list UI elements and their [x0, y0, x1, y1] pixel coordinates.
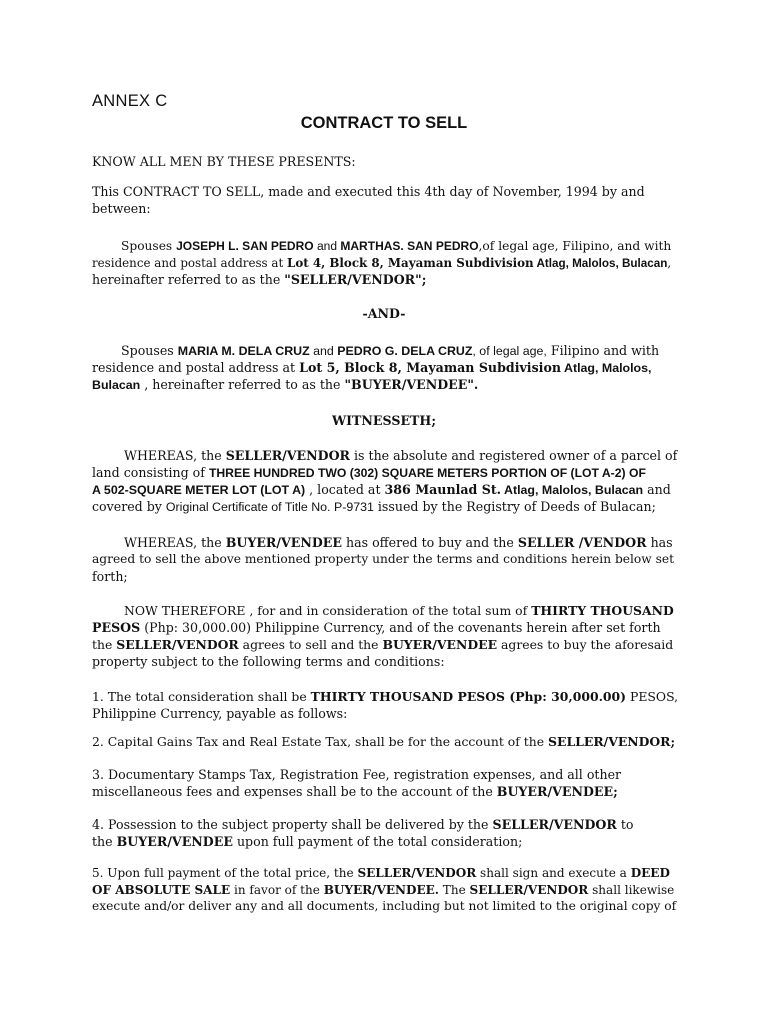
buyer-name-1: MARIA M. DELA CRUZ: [177, 344, 310, 358]
term-5-line-2: OF ABSOLUTE SALE in favor of the BUYER/VENDEE. The SELLER/VENDOR shall likewise: [92, 883, 675, 897]
and-separator: -AND-: [362, 306, 406, 321]
title-number: Original Certificate of Title No. P-9731: [165, 500, 374, 514]
property-description: THREE HUNDRED TWO (302) SQUARE METERS PORTION OF (LOT A-2) OF: [208, 466, 646, 480]
seller-paragraph-line-2: residence and postal address at Lot 4, Block 8, Mayaman Subdivision Atlag, Malolos, Bulacan,: [92, 256, 672, 270]
opening-line: KNOW ALL MEN BY THESE PRESENTS:: [92, 154, 356, 169]
property-street: 386 Maunlad St.: [384, 482, 502, 497]
term-1-line-2: Philippine Currency, payable as follows:: [92, 706, 348, 721]
annex-label: ANNEX C: [92, 92, 168, 110]
now-therefore-line-2: PESOS (Php: 30,000.00) Philippine Currency, and of the covenants herein after set forth: [92, 620, 661, 635]
document-title: CONTRACT TO SELL: [300, 114, 468, 132]
buyer-paragraph-line-3: Bulacan , hereinafter referred to as the "BUYER/VENDEE".: [92, 377, 479, 392]
now-therefore-line-4: property subject to the following terms and conditions:: [92, 654, 445, 669]
buyer-role: "BUYER/VENDEE".: [344, 377, 479, 392]
seller-paragraph-line-1: Spouses JOSEPH L. SAN PEDRO and MARTHAS. SAN PEDRO,of legal age, Filipino, and with: [121, 239, 672, 253]
seller-name-1: JOSEPH L. SAN PEDRO: [176, 239, 314, 253]
now-therefore-line-1: NOW THEREFORE , for and in consideration of the total sum of THIRTY THOUSAND: [124, 603, 674, 618]
buyer-name-2: PEDRO G. DELA CRUZ: [337, 344, 473, 358]
whereas-1-line-2: land consisting of THREE HUNDRED TWO (302) SQUARE METERS PORTION OF (LOT A-2) OF: [92, 465, 646, 480]
term-2-line-1: 2. Capital Gains Tax and Real Estate Tax, shall be for the account of the SELLER/VENDOR;: [92, 734, 676, 749]
term-5-line-3: execute and/or deliver any and all documents, including but not limited to the original copy of: [92, 899, 677, 913]
seller-paragraph-line-3: hereinafter referred to as the "SELLER/VENDOR";: [92, 272, 427, 287]
whereas-2-line-2: agreed to sell the above mentioned property under the terms and conditions herein below set: [92, 552, 675, 566]
term-4-line-2: the BUYER/VENDEE upon full payment of the total consideration;: [92, 834, 523, 849]
intro-line-1: This CONTRACT TO SELL, made and executed this 4th day of November, 1994 by and: [92, 184, 645, 199]
seller-address: Lot 4, Block 8, Mayaman Subdivision: [287, 256, 534, 270]
whereas-2-line-3: forth;: [92, 569, 128, 584]
whereas-1-line-4: covered by Original Certificate of Title No. P-9731 issued by the Registry of Deeds of Bulacan;: [92, 499, 656, 514]
term-3-line-2: miscellaneous fees and expenses shall be to the account of the BUYER/VENDEE;: [92, 784, 618, 799]
buyer-paragraph-line-2: residence and postal address at Lot 5, Block 8, Mayaman Subdivision Atlag, Malolos,: [92, 360, 652, 375]
intro-line-2: between:: [92, 201, 151, 216]
whereas-2-line-1: WHEREAS, the BUYER/VENDEE has offered to buy and the SELLER /VENDOR has: [124, 535, 673, 550]
whereas-1-line-1: WHEREAS, the SELLER/VENDOR is the absolute and registered owner of a parcel of: [124, 448, 678, 463]
witnesseth-heading: WITNESSETH;: [332, 413, 436, 428]
term-4-line-1: 4. Possession to the subject property shall be delivered by the SELLER/VENDOR to: [92, 817, 634, 832]
term-5-line-1: 5. Upon full payment of the total price, the SELLER/VENDOR shall sign and execute a DEED: [92, 866, 670, 880]
seller-role: "SELLER/VENDOR";: [284, 272, 427, 287]
now-therefore-line-3: the SELLER/VENDOR agrees to sell and the BUYER/VENDEE agrees to buy the aforesaid: [92, 637, 674, 652]
seller-name-2: MARTHAS. SAN PEDRO: [340, 239, 479, 253]
whereas-1-line-3: A 502-SQUARE METER LOT (LOT A) , located at 386 Maunlad St. Atlag, Malolos, Bulacan and: [92, 482, 671, 497]
term-3-line-1: 3. Documentary Stamps Tax, Registration Fee, registration expenses, and all other: [92, 767, 622, 782]
term-1-line-1: 1. The total consideration shall be THIRTY THOUSAND PESOS (Php: 30,000.00) PESOS,: [92, 689, 679, 704]
buyer-paragraph-line-1: Spouses MARIA M. DELA CRUZ and PEDRO G. DELA CRUZ, of legal age, Filipino and with: [121, 343, 660, 358]
buyer-address: Lot 5, Block 8, Mayaman Subdivision: [299, 360, 562, 375]
